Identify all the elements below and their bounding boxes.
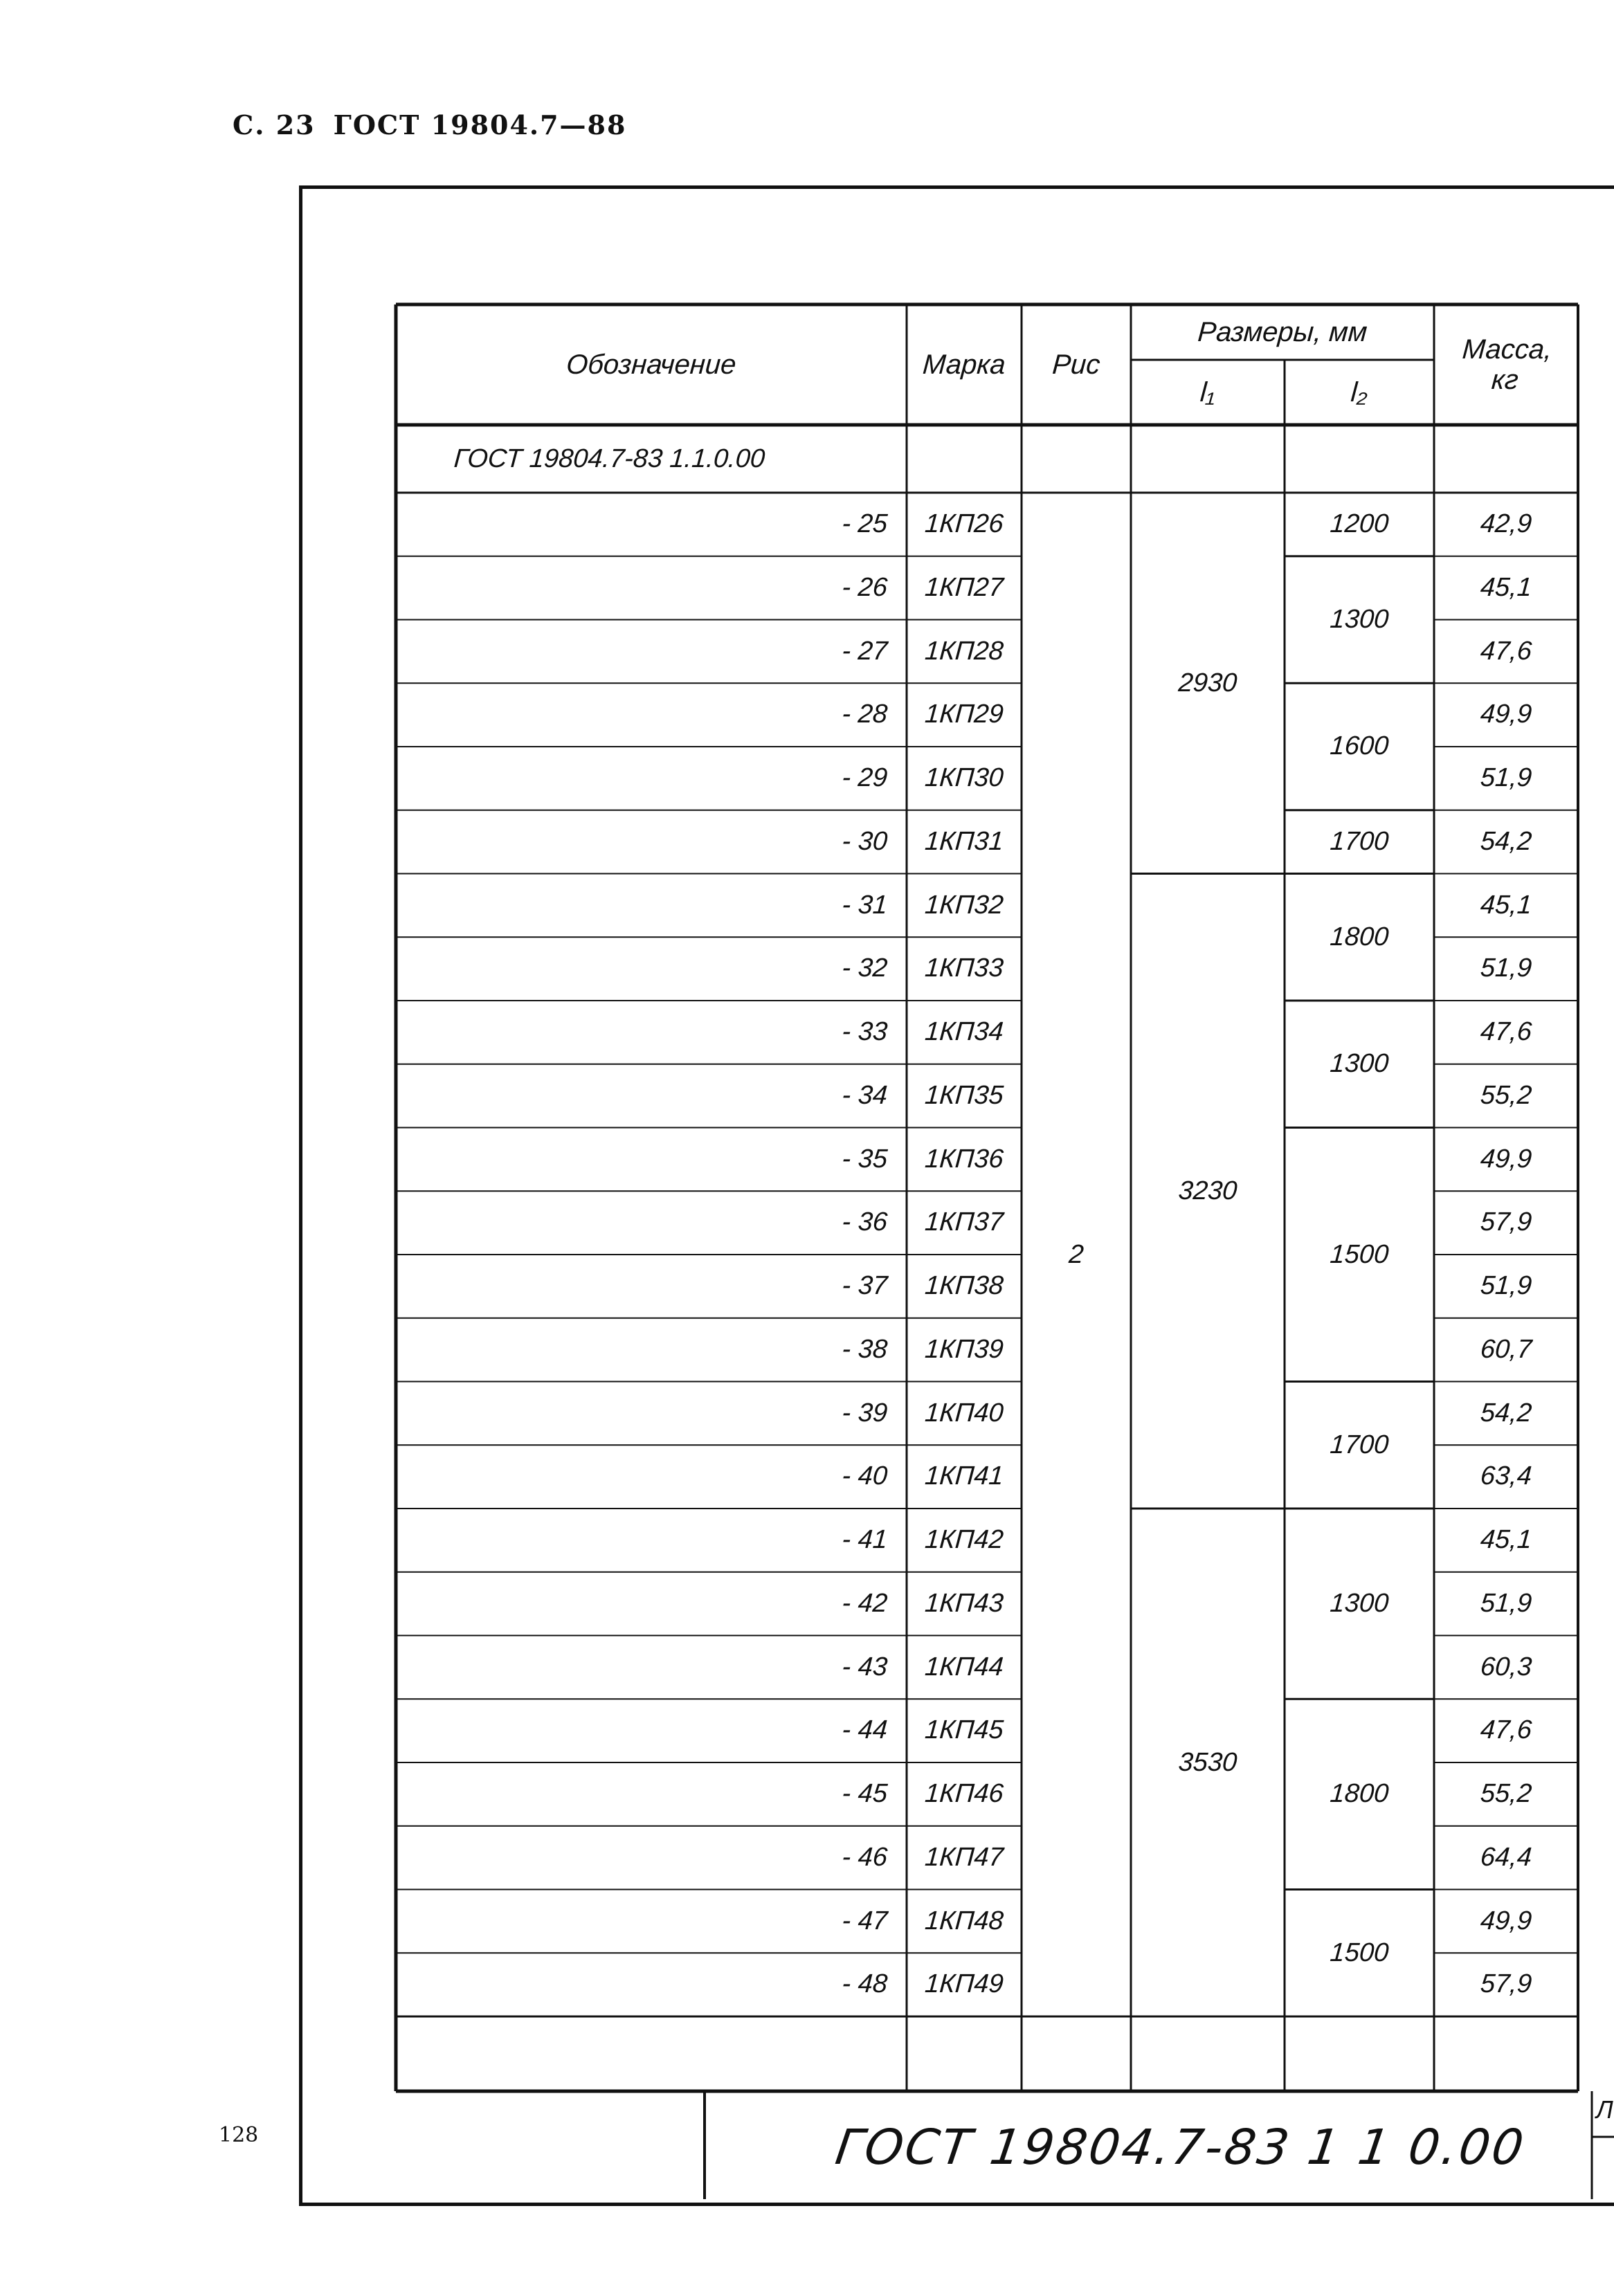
row-mark: 1КП44 <box>923 1652 1005 1682</box>
l1-value: 3530 <box>1177 1747 1238 1777</box>
header-mass: Масса, кг <box>1461 334 1553 395</box>
row-mark: 1КП32 <box>923 890 1005 920</box>
row-mass: 64,4 <box>1479 1843 1533 1873</box>
l2-value: 1300 <box>1329 605 1390 634</box>
page-label: С. 23 <box>233 109 316 140</box>
row-mark: 1КП34 <box>923 1017 1005 1047</box>
row-mass: 63,4 <box>1479 1461 1533 1491</box>
row-mass: 49,9 <box>1479 700 1533 729</box>
l2-value: 1800 <box>1329 922 1390 951</box>
row-mark: 1КП38 <box>923 1271 1005 1301</box>
row-designation: - 41 <box>841 1525 889 1555</box>
row-mass: 45,1 <box>1479 1525 1533 1555</box>
row-mass: 57,9 <box>1479 1208 1533 1237</box>
row-mass: 47,6 <box>1479 636 1533 666</box>
l2-value: 1700 <box>1329 1430 1390 1459</box>
row-designation: - 36 <box>841 1208 889 1237</box>
row-mass: 60,7 <box>1479 1335 1533 1365</box>
row-mass: 49,9 <box>1479 1906 1533 1935</box>
header-designation: Обозначение <box>565 349 738 380</box>
row-mark: 1КП40 <box>923 1398 1005 1428</box>
row-mark: 1КП45 <box>923 1715 1005 1745</box>
row-designation: - 43 <box>841 1652 889 1682</box>
l2-value: 1300 <box>1329 1589 1390 1619</box>
row-designation: - 38 <box>841 1335 889 1365</box>
row-mass: 57,9 <box>1479 1969 1533 1999</box>
row-mark: 1КП31 <box>923 827 1005 857</box>
standard-label: ГОСТ 19804.7—88 <box>333 109 627 140</box>
side-page-number: 128 <box>219 2123 259 2147</box>
row-mass: 51,9 <box>1479 1589 1533 1619</box>
row-mark: 1КП49 <box>923 1969 1005 1999</box>
row-designation: - 48 <box>841 1969 889 1999</box>
header-mark: Марка <box>921 349 1007 380</box>
row-designation: - 40 <box>841 1461 889 1491</box>
row-mark: 1КП48 <box>923 1906 1005 1935</box>
header-dimensions: Размеры, мм <box>1197 316 1368 347</box>
title-block-designation: ГОСТ 19804.7-83 1 1 0.00 <box>832 2119 1530 2176</box>
row-mark: 1КП28 <box>923 636 1005 666</box>
l1-value: 3230 <box>1177 1176 1238 1205</box>
row-designation: - 46 <box>841 1843 889 1873</box>
row-mark: 1КП33 <box>923 954 1005 983</box>
row-designation: - 47 <box>841 1906 889 1935</box>
row-mark: 1КП47 <box>923 1843 1005 1873</box>
row-mark: 1КП29 <box>923 700 1005 729</box>
row-mark: 1КП37 <box>923 1208 1005 1237</box>
row-mass: 54,2 <box>1479 827 1533 857</box>
l2-value: 1700 <box>1329 827 1390 857</box>
row-designation: - 30 <box>841 827 889 857</box>
row-designation: - 42 <box>841 1589 889 1619</box>
row-designation: - 26 <box>841 573 889 603</box>
row-mass: 55,2 <box>1479 1081 1533 1111</box>
row-mass: 49,9 <box>1479 1144 1533 1174</box>
row-designation: - 33 <box>841 1017 889 1047</box>
row-designation: - 45 <box>841 1779 889 1809</box>
l2-value: 1300 <box>1329 1049 1390 1079</box>
row-mass: 55,2 <box>1479 1779 1533 1809</box>
row-mass: 47,6 <box>1479 1715 1533 1745</box>
fig-value: 2 <box>1067 1239 1085 1269</box>
row-designation: - 39 <box>841 1398 889 1428</box>
l1-value: 2930 <box>1177 668 1238 698</box>
row-mass: 45,1 <box>1479 573 1533 603</box>
row-mark: 1КП41 <box>923 1461 1005 1491</box>
l2-value: 1600 <box>1329 731 1390 761</box>
row-designation: - 32 <box>841 954 889 983</box>
row-designation: - 27 <box>841 636 889 666</box>
group-row-designation: ГОСТ 19804.7-83 1.1.0.00 <box>453 444 766 473</box>
row-designation: - 25 <box>841 509 889 539</box>
row-mark: 1КП27 <box>923 573 1005 603</box>
l2-value: 1500 <box>1329 1938 1390 1967</box>
row-mass: 60,3 <box>1479 1652 1533 1682</box>
sheet-label: Л <box>1596 2095 1613 2124</box>
row-mass: 42,9 <box>1479 509 1533 539</box>
row-mass: 51,9 <box>1479 1271 1533 1301</box>
row-mass: 54,2 <box>1479 1398 1533 1428</box>
l2-value: 1500 <box>1329 1239 1390 1269</box>
row-mark: 1КП35 <box>923 1081 1005 1111</box>
row-mass: 47,6 <box>1479 1017 1533 1047</box>
row-mark: 1КП42 <box>923 1525 1005 1555</box>
row-mark: 1КП43 <box>923 1589 1005 1619</box>
row-designation: - 28 <box>841 700 889 729</box>
row-mass: 51,9 <box>1479 763 1533 793</box>
header-fig: Рис <box>1051 349 1102 380</box>
l2-value: 1200 <box>1329 509 1390 539</box>
row-mark: 1КП36 <box>923 1144 1005 1174</box>
row-mark: 1КП30 <box>923 763 1005 793</box>
l2-value: 1800 <box>1329 1779 1390 1809</box>
row-designation: - 44 <box>841 1715 889 1745</box>
row-mark: 1КП46 <box>923 1779 1005 1809</box>
row-designation: - 34 <box>841 1081 889 1111</box>
row-mass: 45,1 <box>1479 890 1533 920</box>
row-mark: 1КП26 <box>923 509 1005 539</box>
row-designation: - 31 <box>841 890 889 920</box>
row-mass: 51,9 <box>1479 954 1533 983</box>
row-designation: - 35 <box>841 1144 889 1174</box>
row-designation: - 29 <box>841 763 889 793</box>
row-designation: - 37 <box>841 1271 889 1301</box>
header-l2: l₂ <box>1350 376 1369 408</box>
row-mark: 1КП39 <box>923 1335 1005 1365</box>
header-l1: l₁ <box>1199 376 1217 408</box>
